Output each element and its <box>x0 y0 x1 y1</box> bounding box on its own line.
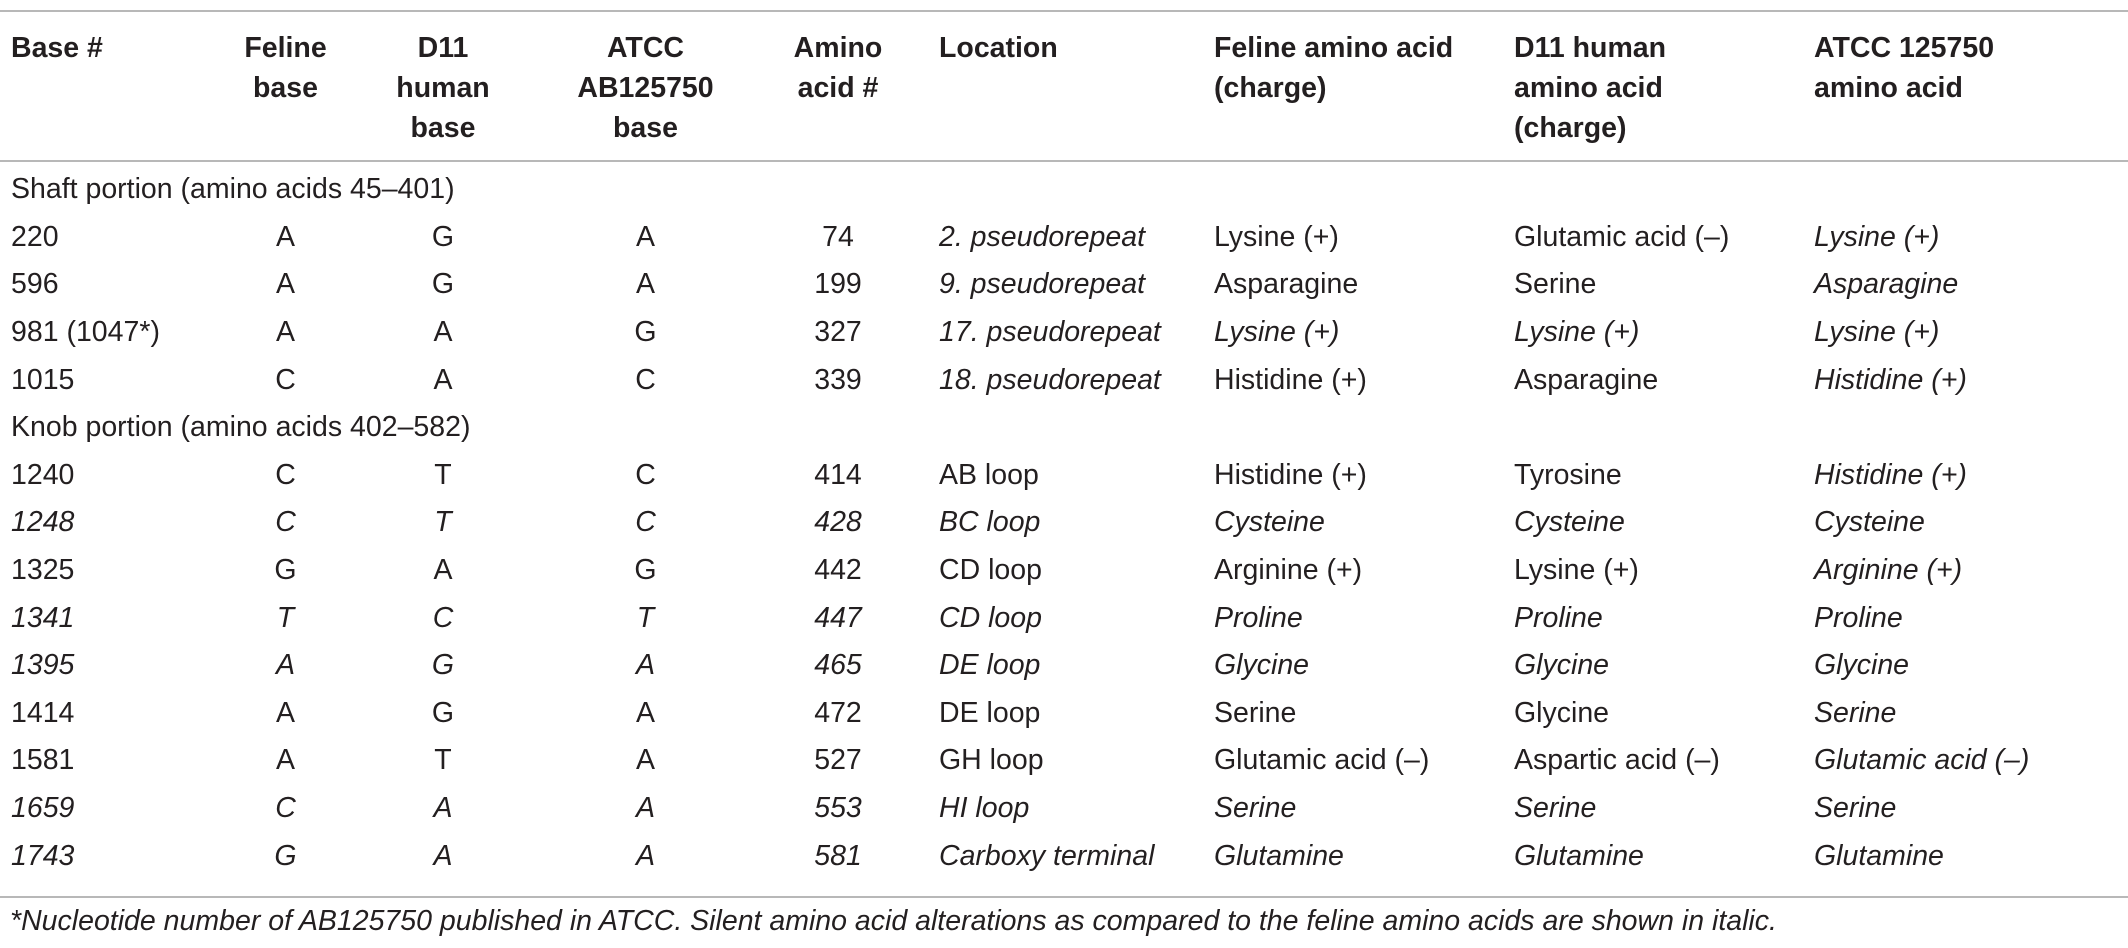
table-row <box>0 642 2128 690</box>
table-cell: Glycine <box>1814 649 1910 682</box>
table-cell: 1581 <box>11 744 75 777</box>
table-cell: C <box>275 363 296 396</box>
column-header <box>928 14 1203 166</box>
table-cell: Histidine (+) <box>1214 458 1367 491</box>
table-cell: Proline <box>1814 601 1903 634</box>
table-cell: Lysine (+) <box>1514 554 1639 587</box>
column-header-line: (charge) <box>1514 112 1627 144</box>
table-cell: Proline <box>1514 601 1603 634</box>
table-cell: Arginine (+) <box>1814 554 1963 587</box>
table-cell: A <box>433 316 453 349</box>
table-row <box>0 594 2128 642</box>
table-row <box>0 499 2128 547</box>
table-cell: A <box>275 268 295 301</box>
table-cell: C <box>432 601 454 634</box>
table-cell: T <box>434 458 452 491</box>
column-header-line: AB125750 <box>577 72 714 104</box>
table-row <box>0 356 2128 404</box>
table-cell: A <box>635 696 655 729</box>
table-cell: A <box>275 316 295 349</box>
table-cell: C <box>275 458 296 491</box>
table-cell: 1659 <box>11 792 75 825</box>
section-title: Shaft portion (amino acids 45–401) <box>11 173 455 206</box>
column-header-line: base <box>253 72 318 104</box>
table-cell: C <box>275 506 296 539</box>
table-cell: Tyrosine <box>1514 458 1622 491</box>
column-header-line: amino acid <box>1814 72 1963 104</box>
table-cell: Cysteine <box>1214 506 1325 539</box>
footnote: *Nucleotide number of AB125750 published in ATCC. Silent amino acid alterations as compared to the feline amino acids are shown in italic. <box>10 905 1777 937</box>
table-cell: G <box>274 839 297 872</box>
table-cell: A <box>433 839 453 872</box>
table-cell: Carboxy terminal <box>939 839 1155 872</box>
table-cell: A <box>275 220 295 253</box>
table-cell: Asparagine <box>1814 268 1959 301</box>
table-cell: Asparagine <box>1514 363 1659 396</box>
table-cell: Glutamic acid (–) <box>1214 744 1430 777</box>
table-cell: 2. pseudorepeat <box>939 220 1145 253</box>
table-cell: 527 <box>814 744 862 777</box>
table-cell: Histidine (+) <box>1214 363 1367 396</box>
column-header <box>343 14 543 166</box>
table-row <box>0 214 2128 262</box>
column-header <box>0 14 228 166</box>
table-cell: T <box>434 506 452 539</box>
table-cell: Cysteine <box>1514 506 1625 539</box>
table-row <box>0 785 2128 833</box>
table-cell: 465 <box>814 649 862 682</box>
table-cell: DE loop <box>939 649 1041 682</box>
table-cell: G <box>431 268 455 301</box>
table-cell: 199 <box>814 268 862 301</box>
table-cell: 1248 <box>11 506 75 539</box>
table-cell: Glycine <box>1514 649 1610 682</box>
table-cell: Asparagine <box>1214 268 1359 301</box>
table-cell: A <box>275 744 295 777</box>
table-cell: HI loop <box>939 792 1030 825</box>
table-cell: 327 <box>814 316 862 349</box>
column-header-line: human <box>396 72 490 104</box>
column-header-line: Base # <box>11 32 103 64</box>
table-cell: 442 <box>814 554 862 587</box>
table-cell: 1743 <box>11 839 75 872</box>
table-cell: C <box>635 506 656 539</box>
table-cell: G <box>634 316 657 349</box>
column-header <box>1203 14 1503 166</box>
table-cell: Glutamic acid (–) <box>1514 220 1730 253</box>
table-cell: Serine <box>1514 268 1597 301</box>
table-cell: Histidine (+) <box>1814 363 1967 396</box>
table-cell: Lysine (+) <box>1214 220 1339 253</box>
table-row <box>0 309 2128 357</box>
table-cell: Aspartic acid (–) <box>1514 744 1720 777</box>
table-cell: 1015 <box>11 363 75 396</box>
table-cell: Lysine (+) <box>1814 316 1940 349</box>
table-cell: 1240 <box>11 458 75 491</box>
table-cell: T <box>276 601 295 634</box>
table-cell: Proline <box>1214 601 1303 634</box>
section-row <box>0 404 2128 452</box>
table-cell: A <box>635 792 655 825</box>
table-cell: Lysine (+) <box>1814 220 1940 253</box>
table-cell: 472 <box>814 696 862 729</box>
table-cell: Glutamine <box>1814 839 1944 872</box>
table-row <box>0 832 2128 880</box>
table-cell: C <box>635 458 656 491</box>
column-header-line: Location <box>939 32 1058 64</box>
column-header-line: Feline amino acid <box>1214 32 1454 64</box>
column-header <box>228 14 343 166</box>
table-cell: 414 <box>814 458 862 491</box>
table-cell: 339 <box>814 363 862 396</box>
table-cell: AB loop <box>939 458 1039 491</box>
table-cell: Lysine (+) <box>1514 316 1640 349</box>
table-cell: Histidine (+) <box>1814 458 1967 491</box>
table-cell: C <box>635 363 656 396</box>
column-header-line: Amino <box>793 32 883 64</box>
table-row <box>0 547 2128 595</box>
table-cell: Serine <box>1814 696 1897 729</box>
table-cell: Serine <box>1814 792 1897 825</box>
table-cell: 1341 <box>11 601 75 634</box>
column-header-line: Feline <box>244 32 327 64</box>
table-cell: G <box>431 220 455 253</box>
table-cell: 1325 <box>11 554 75 587</box>
column-header-line: (charge) <box>1214 72 1327 104</box>
table-body <box>0 166 2128 880</box>
table-row <box>0 261 2128 309</box>
column-header-line: amino acid <box>1514 72 1663 104</box>
column-header <box>1503 14 1803 166</box>
table-cell: A <box>635 268 655 301</box>
column-header-line: base <box>410 112 476 144</box>
top-rule <box>0 10 2128 12</box>
table-cell: Glutamine <box>1514 839 1644 872</box>
table-cell: 1414 <box>11 696 75 729</box>
table-cell: A <box>433 792 453 825</box>
table-row <box>0 452 2128 500</box>
table-cell: C <box>275 792 296 825</box>
table-cell: Glycine <box>1514 696 1610 729</box>
header-row <box>0 14 2128 166</box>
table-cell: 17. pseudorepeat <box>939 316 1161 349</box>
table-cell: Glutamic acid (–) <box>1814 744 2030 777</box>
table-cell: 447 <box>814 601 862 634</box>
table-cell: A <box>433 554 453 587</box>
table-cell: Arginine (+) <box>1214 554 1363 587</box>
table-cell: Glycine <box>1214 649 1310 682</box>
table-cell: Glutamine <box>1214 839 1344 872</box>
table-cell: CD loop <box>939 601 1042 634</box>
table-cell: CD loop <box>939 554 1042 587</box>
table-cell: A <box>275 696 295 729</box>
table-cell: G <box>431 649 455 682</box>
table-cell: 74 <box>822 220 854 253</box>
column-header-line: base <box>613 112 678 144</box>
table-cell: T <box>434 744 452 777</box>
column-header-line: ATCC <box>606 32 685 64</box>
table-row <box>0 737 2128 785</box>
table-cell: BC loop <box>939 506 1041 539</box>
table-cell: 981 (1047*) <box>11 316 160 349</box>
table-cell: 1395 <box>11 649 75 682</box>
table-cell: A <box>275 649 295 682</box>
table-cell: 596 <box>11 268 59 301</box>
column-header-line: D11 human <box>1514 32 1667 64</box>
table-cell: G <box>431 696 455 729</box>
column-header-line: D11 <box>417 32 469 64</box>
table-cell: A <box>635 744 655 777</box>
column-header <box>543 14 748 166</box>
table-cell: A <box>635 839 655 872</box>
table-cell: Serine <box>1214 792 1297 825</box>
table-cell: Serine <box>1214 696 1297 729</box>
table-cell: G <box>634 554 657 587</box>
table-cell: 553 <box>814 792 862 825</box>
section-row <box>0 166 2128 214</box>
table-cell: T <box>636 601 655 634</box>
column-header-line: acid # <box>797 72 879 104</box>
table-cell: 428 <box>814 506 862 539</box>
table-cell: A <box>635 649 655 682</box>
table-cell: DE loop <box>939 696 1041 729</box>
table-cell: 581 <box>814 839 862 872</box>
column-header-line: ATCC 125750 <box>1814 32 1995 64</box>
column-header <box>748 14 928 166</box>
table-row <box>0 690 2128 738</box>
table-cell: 18. pseudorepeat <box>939 363 1161 396</box>
column-header <box>1803 14 2128 166</box>
table-cell: Cysteine <box>1814 506 1925 539</box>
table-cell: Serine <box>1514 792 1597 825</box>
bottom-rule <box>0 896 2128 898</box>
section-title: Knob portion (amino acids 402–582) <box>11 411 471 444</box>
table-cell: A <box>635 220 655 253</box>
table-cell: 9. pseudorepeat <box>939 268 1145 301</box>
amino-acid-table <box>0 14 2128 880</box>
table-cell: 220 <box>11 220 59 253</box>
table-cell: A <box>433 363 453 396</box>
table-cell: GH loop <box>939 744 1044 777</box>
table-cell: G <box>274 554 297 587</box>
table-cell: Lysine (+) <box>1214 316 1340 349</box>
